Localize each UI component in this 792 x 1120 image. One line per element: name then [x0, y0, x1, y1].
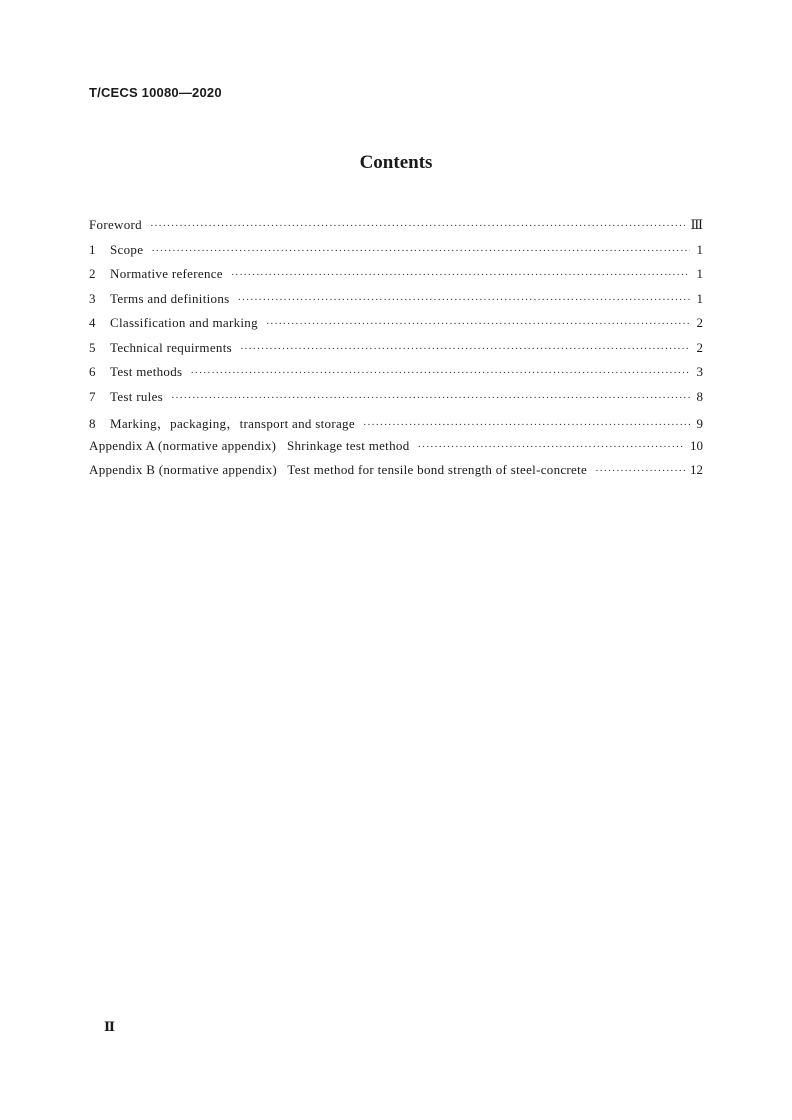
table-of-contents	[89, 217, 703, 487]
toc-entry-technical-requirements[interactable]	[89, 340, 703, 365]
toc-entry-label: Appendix A (normative appendix) Shrinkage test method	[89, 437, 410, 453]
toc-entry-number: 8	[89, 416, 96, 431]
toc-entry-page: 2	[696, 339, 703, 355]
toc-leader-dots	[363, 419, 690, 431]
toc-leader-dots	[595, 465, 685, 477]
toc-entry-page: 1	[696, 266, 703, 281]
toc-entry-number: 5	[89, 339, 96, 355]
toc-entry-page: 1	[696, 290, 703, 306]
toc-leader-dots	[151, 245, 690, 257]
toc-entry-scope[interactable]	[89, 242, 703, 267]
page-title: Contents	[359, 152, 433, 173]
toc-entry-page: 1	[696, 241, 703, 257]
toc-entry-number: 1	[89, 241, 96, 257]
toc-entry-label: Marking，packaging，transport and storage	[110, 416, 355, 431]
toc-entry-number: 6	[89, 364, 96, 379]
toc-entry-label: Test methods	[110, 364, 183, 379]
toc-entry-label: Scope	[110, 241, 144, 257]
standard-code: T/CECS 10080—2020	[89, 85, 222, 100]
toc-leader-dots	[237, 294, 690, 306]
toc-leader-dots	[150, 220, 686, 232]
toc-leader-dots	[266, 318, 690, 330]
toc-leader-dots	[190, 367, 690, 379]
toc-entry-label: Normative reference	[110, 266, 223, 281]
toc-entry-page: 12	[690, 462, 703, 477]
toc-entry-label: Classification and marking	[110, 315, 258, 330]
toc-entry-number: 3	[89, 290, 96, 306]
toc-entry-page: Ⅲ	[690, 217, 703, 232]
toc-entry-page: 10	[690, 437, 703, 453]
toc-entry-page: 3	[696, 364, 703, 379]
toc-leader-dots	[418, 441, 686, 453]
toc-entry-page: 2	[696, 315, 703, 330]
toc-leader-dots	[240, 343, 690, 355]
toc-entry-foreword[interactable]	[89, 217, 703, 242]
toc-entry-test-rules[interactable]	[89, 389, 703, 414]
toc-entry-appendix-b[interactable]	[89, 462, 703, 487]
toc-entry-page: 9	[696, 416, 703, 431]
page-number: Ⅱ	[104, 1019, 115, 1034]
toc-leader-dots	[171, 392, 690, 404]
toc-entry-test-methods[interactable]	[89, 364, 703, 389]
toc-entry-number: 4	[89, 315, 96, 330]
toc-entry-appendix-a[interactable]	[89, 438, 703, 463]
toc-entry-label: Technical requirments	[110, 339, 232, 355]
toc-entry-page: 8	[696, 388, 703, 404]
toc-entry-number: 7	[89, 388, 96, 404]
toc-entry-number: 2	[89, 266, 96, 281]
toc-entry-normative-reference[interactable]	[89, 266, 703, 291]
toc-entry-label: Appendix B (normative appendix) Test method for tensile bond strength of steel-concrete	[89, 462, 588, 477]
toc-entry-label: Foreword	[89, 217, 142, 232]
toc-leader-dots	[231, 269, 690, 281]
toc-entry-marking-packaging[interactable]	[89, 413, 703, 438]
toc-entry-terms-and-definitions[interactable]	[89, 291, 703, 316]
toc-entry-label: Test rules	[110, 388, 163, 404]
toc-entry-label: Terms and definitions	[110, 290, 230, 306]
toc-entry-classification-and-marking[interactable]	[89, 315, 703, 340]
